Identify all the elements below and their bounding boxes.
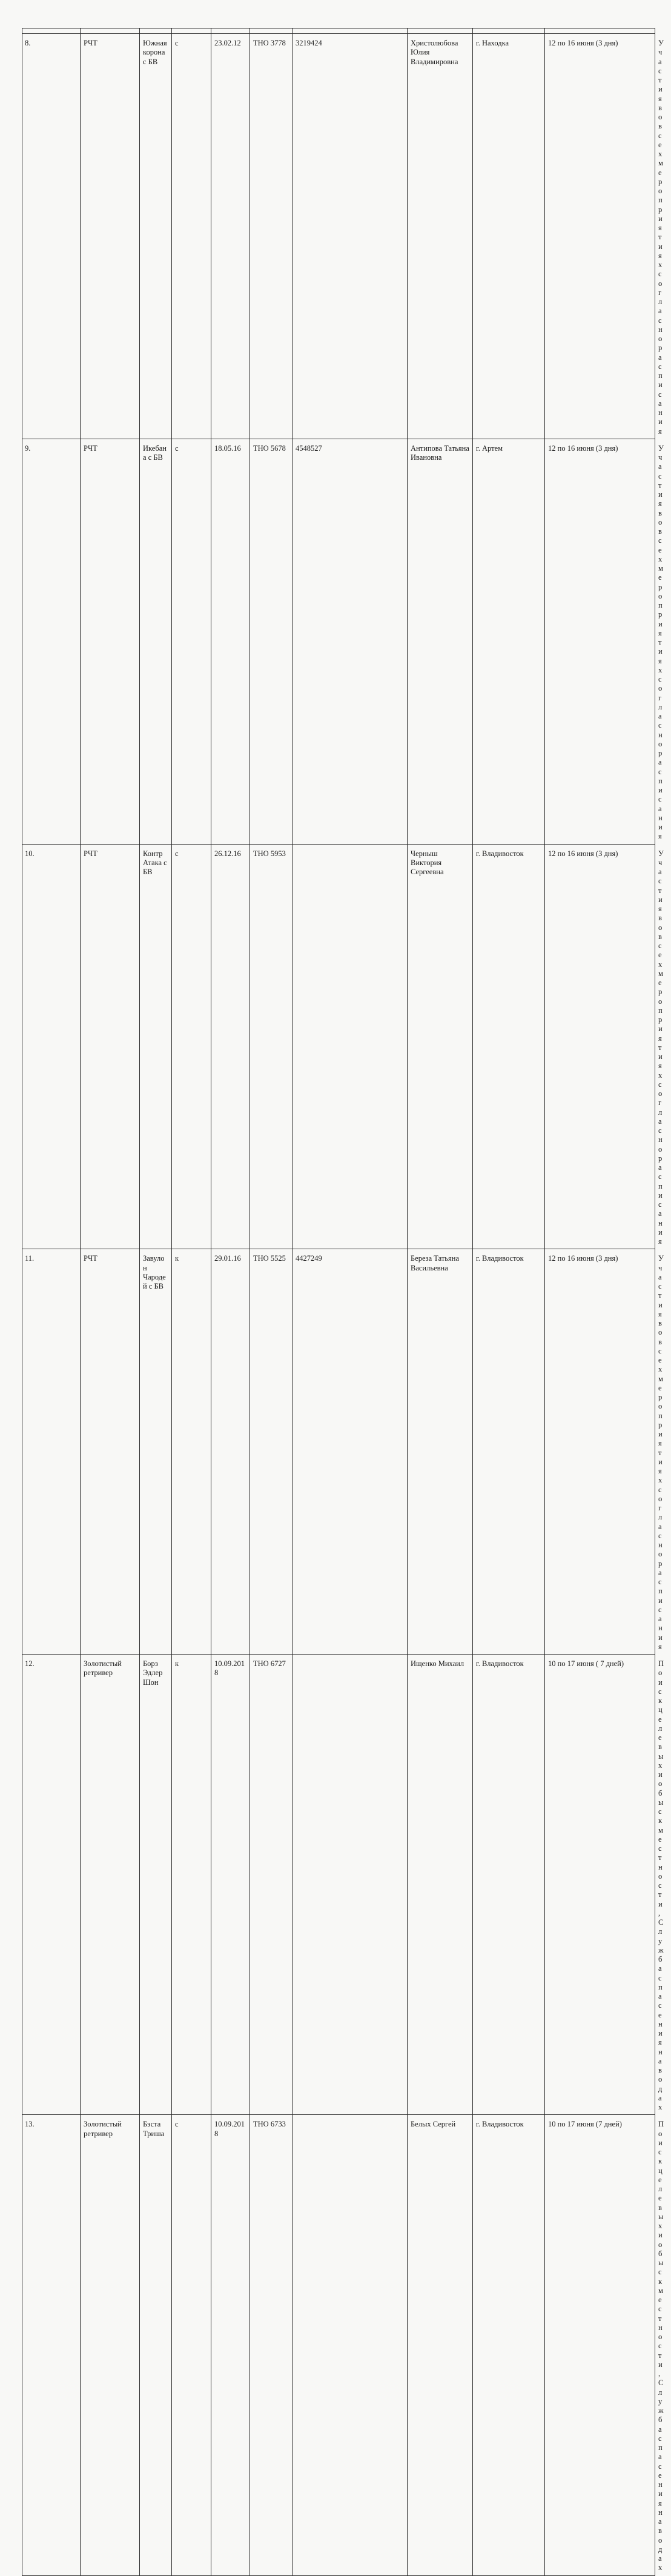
table-row: 9. РЧТ Икебана с БВ с 18.05.16 ТНО 5678 4548527 Антипова Татьяна Ивановна г. Артем 12 по 16 июня (3 дня) Участия во всех мероприятиях согласно расписания (22, 439, 655, 844)
city-cell: г. Владивосток (473, 1249, 545, 1655)
city-cell: г. Владивосток (473, 844, 545, 1249)
owner-name-cell: Черныш Виктория Сергеевна (408, 844, 473, 1249)
dog-name-cell: Бэста Триша (140, 2115, 172, 2575)
table-row: 8. РЧТ Южная корона с БВ с 23.02.12 ТНО 3778 3219424 Христолюбова Юлия Владимировна г. Находка 12 по 16 июня (3 дня) Участия во всех мероприятиях согласно расписания (22, 34, 655, 439)
owner-name-cell: Береза Татьяна Васильевна (408, 1249, 473, 1655)
chip-number-cell (293, 844, 408, 1249)
dog-name-cell: Контр Атака с БВ (140, 844, 172, 1249)
dog-registry-table (22, 28, 664, 2576)
dates-cell: 12 по 16 июня (3 дня) (545, 844, 655, 1249)
table-top-strip (22, 28, 655, 34)
owner-name-cell: Антипова Татьяна Ивановна (408, 439, 473, 844)
city-cell: г. Владивосток (473, 1655, 545, 2115)
dates-cell: 12 по 16 июня (3 дня) (545, 1249, 655, 1655)
city-cell: г. Артем (473, 439, 545, 844)
birth-date-cell: 10.09.2018 (211, 2115, 250, 2575)
sex-cell: к (172, 1249, 211, 1655)
tho-number-cell: ТНО 5953 (250, 844, 293, 1249)
breed-cell: РЧТ (81, 1249, 140, 1655)
owner-name-cell: Ищенко Михаил (408, 1655, 473, 2115)
breed-cell: РЧТ (81, 439, 140, 844)
dates-cell: 12 по 16 июня (3 дня) (545, 34, 655, 439)
birth-date-cell: 29.01.16 (211, 1249, 250, 1655)
owner-name-cell: Белых Сергей (408, 2115, 473, 2575)
birth-date-cell: 10.09.2018 (211, 1655, 250, 2115)
breed-cell: РЧТ (81, 34, 140, 439)
dog-name-cell: Завулон Чародей с БВ (140, 1249, 172, 1655)
city-cell: г. Находка (473, 34, 545, 439)
chip-number-cell (293, 2115, 408, 2575)
tho-number-cell: ТНО 5678 (250, 439, 293, 844)
row-number-cell: 8. (22, 34, 81, 439)
birth-date-cell: 23.02.12 (211, 34, 250, 439)
table-row: 12. Золотистый ретривер Борз Эдлер Шон к 10.09.2018 ТНО 6727 Ищенко Михаил г. Владивосток 10 по 17 июня ( 7 дней) Поиск целевых и обыск местности, Служба спасения на водах (22, 1655, 655, 2115)
tho-number-cell: ТНО 6733 (250, 2115, 293, 2575)
sex-cell: с (172, 34, 211, 439)
chip-number-cell (293, 1655, 408, 2115)
breed-cell: РЧТ (81, 844, 140, 1249)
dog-name-cell: Икебана с БВ (140, 439, 172, 844)
owner-name-cell: Христолюбова Юлия Владимировна (408, 34, 473, 439)
sex-cell: к (172, 1655, 211, 2115)
dog-name-cell: Борз Эдлер Шон (140, 1655, 172, 2115)
birth-date-cell: 18.05.16 (211, 439, 250, 844)
table-body (22, 28, 664, 2576)
dates-cell: 12 по 16 июня (3 дня) (545, 439, 655, 844)
sex-cell: с (172, 2115, 211, 2575)
table-row: 13. Золотистый ретривер Бэста Триша с 10.09.2018 ТНО 6733 Белых Сергей г. Владивосток 10 по 17 июня (7 дней) Поиск целевых и обыск местности, Служба спасения на водах (22, 2115, 655, 2575)
chip-number-cell: 4427249 (293, 1249, 408, 1655)
chip-number-cell: 4548527 (293, 439, 408, 844)
birth-date-cell: 26.12.16 (211, 844, 250, 1249)
row-number-cell: 13. (22, 2115, 81, 2575)
tho-number-cell: ТНО 5525 (250, 1249, 293, 1655)
dates-cell: 10 по 17 июня (7 дней) (545, 2115, 655, 2575)
dog-name-cell: Южная корона с БВ (140, 34, 172, 439)
row-number-cell: 10. (22, 844, 81, 1249)
breed-cell: Золотистый ретривер (81, 2115, 140, 2575)
sex-cell: с (172, 439, 211, 844)
breed-cell: Золотистый ретривер (81, 1655, 140, 2115)
table-row: 11. РЧТ Завулон Чародей с БВ к 29.01.16 ТНО 5525 4427249 Береза Татьяна Васильевна г. Владивосток 12 по 16 июня (3 дня) Участия во всех мероприятиях согласно расписания (22, 1249, 655, 1655)
sex-cell: с (172, 844, 211, 1249)
dates-cell: 10 по 17 июня ( 7 дней) (545, 1655, 655, 2115)
tho-number-cell: ТНО 3778 (250, 34, 293, 439)
tho-number-cell: ТНО 6727 (250, 1655, 293, 2115)
row-number-cell: 9. (22, 439, 81, 844)
row-number-cell: 11. (22, 1249, 81, 1655)
row-number-cell: 12. (22, 1655, 81, 2115)
table-row: 10. РЧТ Контр Атака с БВ с 26.12.16 ТНО 5953 Черныш Виктория Сергеевна г. Владивосток 12 по 16 июня (3 дня) Участия во всех мероприятиях согласно расписания (22, 844, 655, 1249)
chip-number-cell: 3219424 (293, 34, 408, 439)
city-cell: г. Владивосток (473, 2115, 545, 2575)
